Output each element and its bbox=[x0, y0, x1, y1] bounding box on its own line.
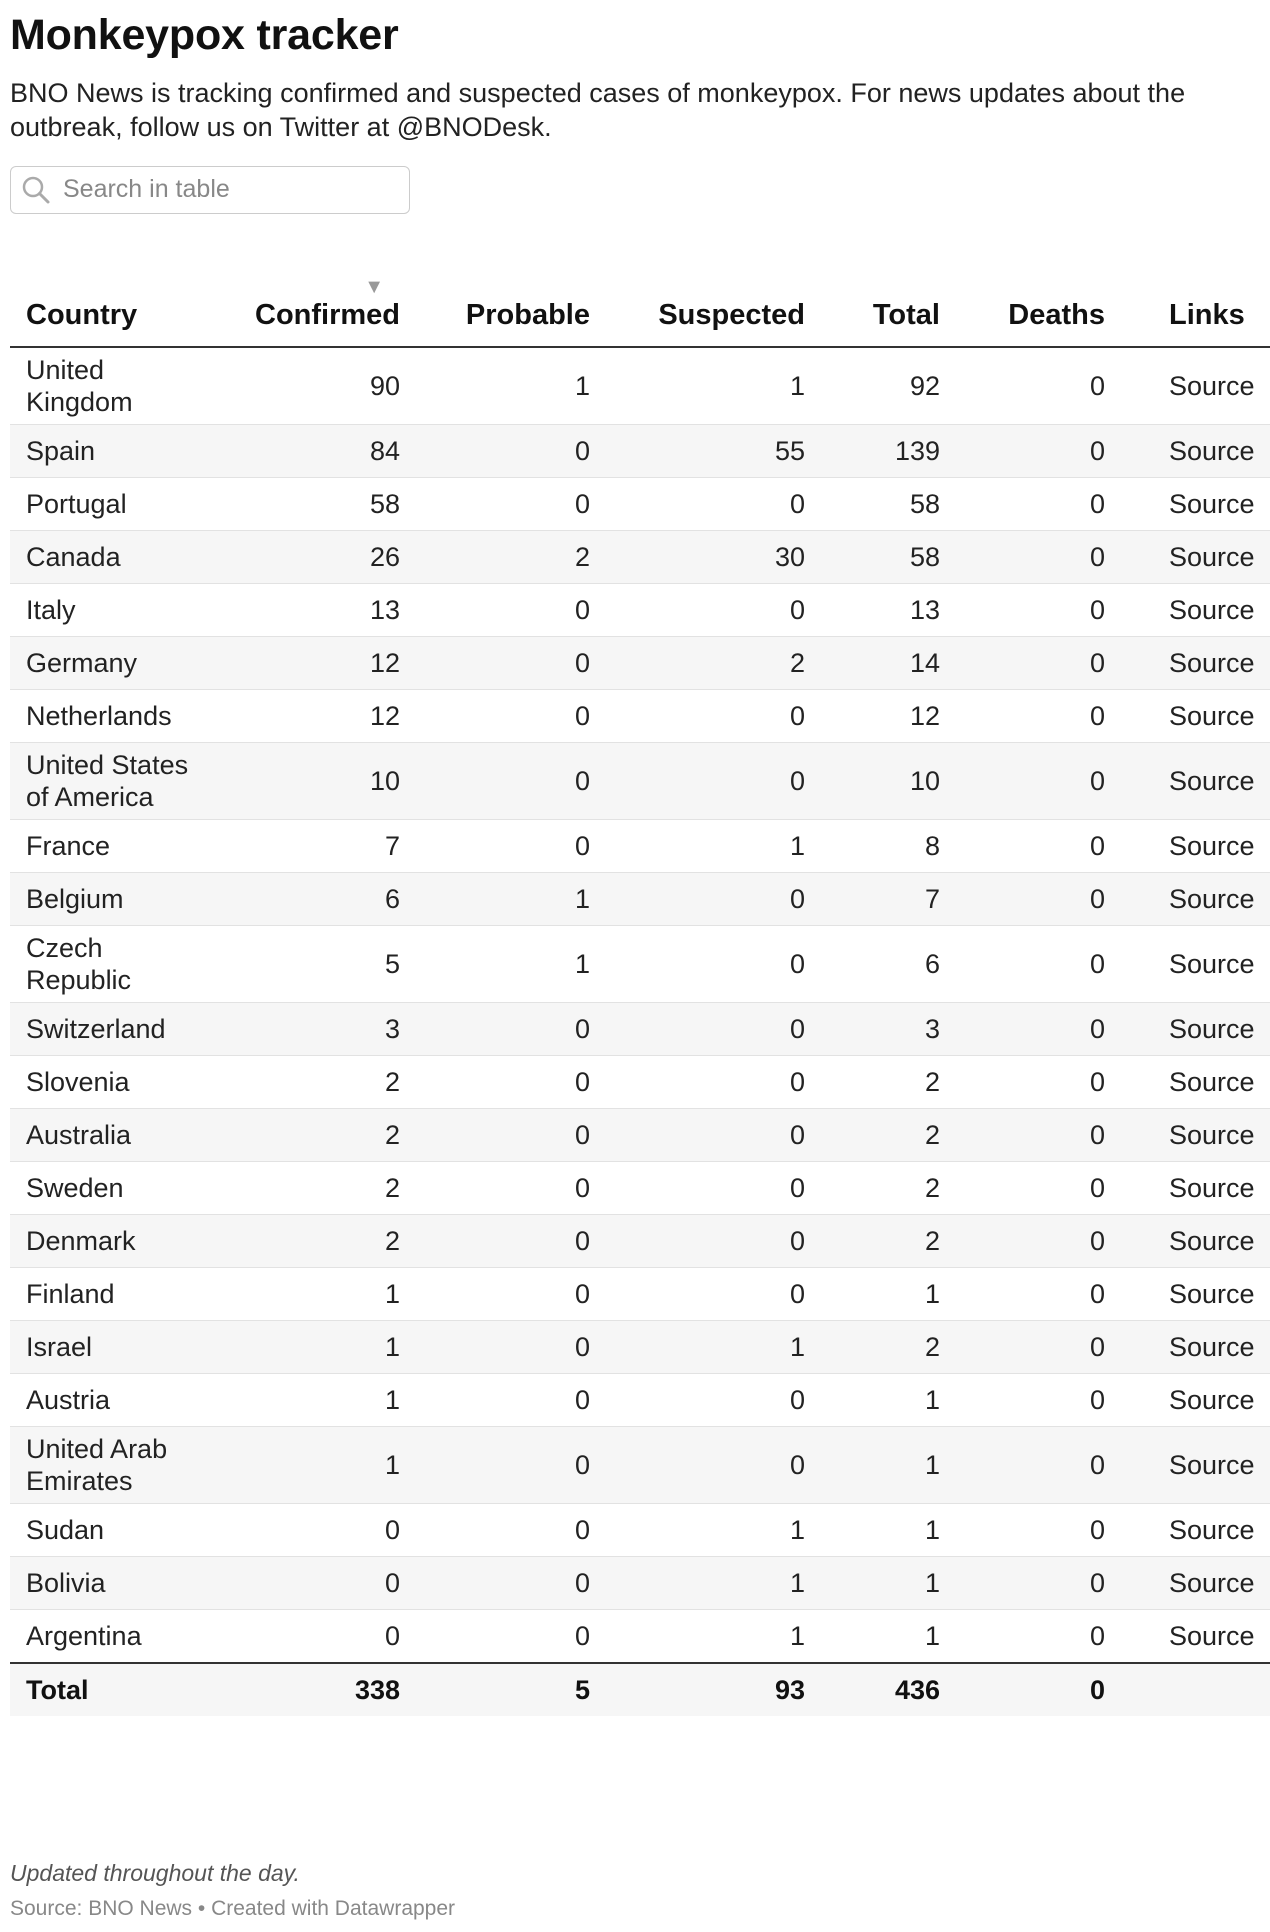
table-row bbox=[10, 584, 1270, 637]
cell-suspected: 0 bbox=[590, 690, 805, 743]
cell-deaths: 0 bbox=[940, 531, 1105, 584]
cell-country: Argentina bbox=[10, 1610, 190, 1664]
cell-probable: 0 bbox=[400, 1056, 590, 1109]
cell-source-link[interactable]: Source bbox=[1105, 1056, 1270, 1109]
column-header-links[interactable]: Links bbox=[1105, 280, 1270, 347]
cell-deaths: 0 bbox=[940, 743, 1105, 820]
cell-confirmed: 13 bbox=[190, 584, 400, 637]
cell-suspected: 30 bbox=[590, 531, 805, 584]
cell-country: United States of America bbox=[10, 743, 190, 820]
cell-source-link[interactable]: Source bbox=[1105, 1374, 1270, 1427]
table-row bbox=[10, 690, 1270, 743]
cell-total: 1 bbox=[805, 1557, 940, 1610]
cell-deaths: 0 bbox=[940, 478, 1105, 531]
column-header-label: Confirmed bbox=[255, 299, 400, 331]
cell-probable: 0 bbox=[400, 425, 590, 478]
cell-suspected: 0 bbox=[590, 926, 805, 1003]
cell-total: 2 bbox=[805, 1109, 940, 1162]
cell-confirmed: 1 bbox=[190, 1268, 400, 1321]
cell-country: Switzerland bbox=[10, 1003, 190, 1056]
table-row bbox=[10, 1215, 1270, 1268]
cell-source-link[interactable]: Source bbox=[1105, 584, 1270, 637]
cell-confirmed: 84 bbox=[190, 425, 400, 478]
cell-source-link[interactable]: Source bbox=[1105, 1215, 1270, 1268]
cell-total: 1 bbox=[805, 1504, 940, 1557]
cell-probable: 0 bbox=[400, 1504, 590, 1557]
cell-suspected: 1 bbox=[590, 1504, 805, 1557]
cell-suspected: 1 bbox=[590, 820, 805, 873]
cell-probable: 0 bbox=[400, 743, 590, 820]
search-input[interactable] bbox=[63, 167, 393, 212]
cell-deaths: 0 bbox=[940, 347, 1105, 425]
cell-suspected: 1 bbox=[590, 1557, 805, 1610]
cell-confirmed: 0 bbox=[190, 1504, 400, 1557]
cell-probable: 1 bbox=[400, 347, 590, 425]
cell-country: Czech Republic bbox=[10, 926, 190, 1003]
cell-probable: 0 bbox=[400, 637, 590, 690]
cell-country: United Kingdom bbox=[10, 347, 190, 425]
cell-suspected: 0 bbox=[590, 1374, 805, 1427]
cell-suspected: 0 bbox=[590, 1268, 805, 1321]
search-box[interactable] bbox=[10, 166, 410, 214]
column-header-confirmed[interactable] bbox=[190, 276, 400, 347]
cell-source-link[interactable]: Source bbox=[1105, 1003, 1270, 1056]
cell-probable: 0 bbox=[400, 690, 590, 743]
cell-deaths: 0 bbox=[940, 1374, 1105, 1427]
cell-deaths: 0 bbox=[940, 926, 1105, 1003]
data-table-container bbox=[10, 276, 1255, 1716]
column-header-country[interactable]: Country bbox=[10, 280, 190, 347]
cell-source-link[interactable]: Source bbox=[1105, 1162, 1270, 1215]
total-suspected: 93 bbox=[590, 1663, 805, 1716]
cell-deaths: 0 bbox=[940, 1504, 1105, 1557]
data-table bbox=[10, 276, 1270, 1716]
search-icon bbox=[21, 175, 51, 205]
total-deaths: 0 bbox=[940, 1663, 1105, 1716]
cell-confirmed: 2 bbox=[190, 1162, 400, 1215]
cell-country: Italy bbox=[10, 584, 190, 637]
table-row bbox=[10, 926, 1270, 1003]
cell-suspected: 1 bbox=[590, 1321, 805, 1374]
total-links-empty bbox=[1105, 1663, 1270, 1716]
cell-source-link[interactable]: Source bbox=[1105, 926, 1270, 1003]
cell-probable: 0 bbox=[400, 1374, 590, 1427]
cell-suspected: 0 bbox=[590, 743, 805, 820]
total-label: Total bbox=[10, 1663, 190, 1716]
cell-suspected: 0 bbox=[590, 1003, 805, 1056]
cell-country: Bolivia bbox=[10, 1557, 190, 1610]
cell-total: 12 bbox=[805, 690, 940, 743]
table-row bbox=[10, 820, 1270, 873]
total-row bbox=[10, 1663, 1270, 1716]
cell-confirmed: 2 bbox=[190, 1215, 400, 1268]
cell-country: Portugal bbox=[10, 478, 190, 531]
cell-deaths: 0 bbox=[940, 1268, 1105, 1321]
table-body bbox=[10, 347, 1270, 1716]
table-row bbox=[10, 425, 1270, 478]
cell-suspected: 0 bbox=[590, 1427, 805, 1504]
cell-suspected: 55 bbox=[590, 425, 805, 478]
cell-deaths: 0 bbox=[940, 820, 1105, 873]
total-probable: 5 bbox=[400, 1663, 590, 1716]
cell-deaths: 0 bbox=[940, 1162, 1105, 1215]
cell-source-link[interactable]: Source bbox=[1105, 637, 1270, 690]
table-row bbox=[10, 1374, 1270, 1427]
cell-source-link[interactable]: Source bbox=[1105, 1321, 1270, 1374]
cell-confirmed: 1 bbox=[190, 1321, 400, 1374]
cell-deaths: 0 bbox=[940, 1056, 1105, 1109]
cell-source-link[interactable]: Source bbox=[1105, 1504, 1270, 1557]
cell-deaths: 0 bbox=[940, 690, 1105, 743]
cell-total: 1 bbox=[805, 1268, 940, 1321]
cell-total: 10 bbox=[805, 743, 940, 820]
sort-descending-icon: ▼ bbox=[364, 276, 384, 298]
cell-suspected: 0 bbox=[590, 478, 805, 531]
cell-confirmed: 5 bbox=[190, 926, 400, 1003]
table-row bbox=[10, 1162, 1270, 1215]
cell-confirmed: 58 bbox=[190, 478, 400, 531]
table-row bbox=[10, 637, 1270, 690]
cell-confirmed: 12 bbox=[190, 690, 400, 743]
cell-deaths: 0 bbox=[940, 1427, 1105, 1504]
cell-probable: 1 bbox=[400, 873, 590, 926]
cell-probable: 0 bbox=[400, 1557, 590, 1610]
cell-confirmed: 90 bbox=[190, 347, 400, 425]
cell-source-link[interactable]: Source bbox=[1105, 478, 1270, 531]
table-row bbox=[10, 1321, 1270, 1374]
cell-source-link[interactable]: Source bbox=[1105, 425, 1270, 478]
cell-total: 58 bbox=[805, 478, 940, 531]
cell-source-link[interactable]: Source bbox=[1105, 1268, 1270, 1321]
footer-source: Source: BNO News • Created with Datawrapper bbox=[10, 1897, 456, 1920]
cell-deaths: 0 bbox=[940, 873, 1105, 926]
cell-country: Netherlands bbox=[10, 690, 190, 743]
cell-country: Germany bbox=[10, 637, 190, 690]
cell-confirmed: 3 bbox=[190, 1003, 400, 1056]
cell-confirmed: 0 bbox=[190, 1557, 400, 1610]
cell-suspected: 1 bbox=[590, 347, 805, 425]
cell-suspected: 1 bbox=[590, 1610, 805, 1664]
footer bbox=[10, 1860, 1200, 1921]
cell-country: Sweden bbox=[10, 1162, 190, 1215]
cell-total: 1 bbox=[805, 1427, 940, 1504]
cell-suspected: 0 bbox=[590, 1162, 805, 1215]
cell-source-link[interactable]: Source bbox=[1105, 873, 1270, 926]
cell-confirmed: 7 bbox=[190, 820, 400, 873]
cell-confirmed: 0 bbox=[190, 1610, 400, 1664]
page-title: Monkeypox tracker bbox=[10, 11, 399, 59]
cell-probable: 0 bbox=[400, 1321, 590, 1374]
cell-deaths: 0 bbox=[940, 1003, 1105, 1056]
cell-country: Austria bbox=[10, 1374, 190, 1427]
table-row bbox=[10, 1504, 1270, 1557]
cell-total: 92 bbox=[805, 347, 940, 425]
total-total: 436 bbox=[805, 1663, 940, 1716]
cell-confirmed: 26 bbox=[190, 531, 400, 584]
cell-deaths: 0 bbox=[940, 1610, 1105, 1664]
cell-total: 1 bbox=[805, 1374, 940, 1427]
cell-total: 14 bbox=[805, 637, 940, 690]
table-row bbox=[10, 347, 1270, 425]
cell-country: Israel bbox=[10, 1321, 190, 1374]
cell-country: Denmark bbox=[10, 1215, 190, 1268]
cell-deaths: 0 bbox=[940, 584, 1105, 637]
cell-probable: 0 bbox=[400, 584, 590, 637]
cell-total: 6 bbox=[805, 926, 940, 1003]
cell-source-link[interactable]: Source bbox=[1105, 1109, 1270, 1162]
table-row bbox=[10, 531, 1270, 584]
cell-country: Finland bbox=[10, 1268, 190, 1321]
cell-total: 2 bbox=[805, 1321, 940, 1374]
cell-total: 8 bbox=[805, 820, 940, 873]
cell-deaths: 0 bbox=[940, 1109, 1105, 1162]
cell-source-link[interactable]: Source bbox=[1105, 1427, 1270, 1504]
cell-source-link[interactable]: Source bbox=[1105, 690, 1270, 743]
table-row bbox=[10, 743, 1270, 820]
cell-probable: 0 bbox=[400, 820, 590, 873]
cell-probable: 0 bbox=[400, 1268, 590, 1321]
cell-probable: 0 bbox=[400, 1162, 590, 1215]
cell-deaths: 0 bbox=[940, 1557, 1105, 1610]
cell-country: Australia bbox=[10, 1109, 190, 1162]
cell-source-link[interactable]: Source bbox=[1105, 820, 1270, 873]
cell-source-link[interactable]: Source bbox=[1105, 1610, 1270, 1664]
cell-total: 58 bbox=[805, 531, 940, 584]
cell-confirmed: 6 bbox=[190, 873, 400, 926]
table-row bbox=[10, 1557, 1270, 1610]
cell-total: 13 bbox=[805, 584, 940, 637]
column-header-probable[interactable]: Probable bbox=[400, 280, 590, 347]
cell-probable: 0 bbox=[400, 1610, 590, 1664]
cell-total: 3 bbox=[805, 1003, 940, 1056]
cell-confirmed: 1 bbox=[190, 1374, 400, 1427]
cell-confirmed: 2 bbox=[190, 1109, 400, 1162]
cell-total: 1 bbox=[805, 1610, 940, 1664]
cell-total: 2 bbox=[805, 1162, 940, 1215]
cell-source-link[interactable]: Source bbox=[1105, 531, 1270, 584]
cell-confirmed: 10 bbox=[190, 743, 400, 820]
cell-country: Belgium bbox=[10, 873, 190, 926]
table-row bbox=[10, 1610, 1270, 1664]
cell-probable: 0 bbox=[400, 478, 590, 531]
cell-confirmed: 12 bbox=[190, 637, 400, 690]
cell-probable: 2 bbox=[400, 531, 590, 584]
cell-deaths: 0 bbox=[940, 1321, 1105, 1374]
cell-country: Spain bbox=[10, 425, 190, 478]
table-row bbox=[10, 1427, 1270, 1504]
page-description: BNO News is tracking confirmed and suspected cases of monkeypox. For news updates about the outbreak, follow us on Twitter at @BNODesk. bbox=[10, 78, 1186, 142]
cell-deaths: 0 bbox=[940, 425, 1105, 478]
cell-country: Canada bbox=[10, 531, 190, 584]
cell-total: 2 bbox=[805, 1215, 940, 1268]
table-row bbox=[10, 1268, 1270, 1321]
table-row bbox=[10, 873, 1270, 926]
cell-suspected: 0 bbox=[590, 1215, 805, 1268]
cell-source-link[interactable]: Source bbox=[1105, 1557, 1270, 1610]
cell-probable: 0 bbox=[400, 1003, 590, 1056]
cell-probable: 1 bbox=[400, 926, 590, 1003]
table-row bbox=[10, 1109, 1270, 1162]
total-confirmed: 338 bbox=[190, 1663, 400, 1716]
table-row bbox=[10, 478, 1270, 531]
cell-suspected: 0 bbox=[590, 1109, 805, 1162]
cell-source-link[interactable]: Source bbox=[1105, 347, 1270, 425]
cell-probable: 0 bbox=[400, 1427, 590, 1504]
cell-probable: 0 bbox=[400, 1109, 590, 1162]
cell-country: Slovenia bbox=[10, 1056, 190, 1109]
table-row bbox=[10, 1003, 1270, 1056]
cell-confirmed: 1 bbox=[190, 1427, 400, 1504]
table-row bbox=[10, 1056, 1270, 1109]
cell-suspected: 2 bbox=[590, 637, 805, 690]
cell-country: Sudan bbox=[10, 1504, 190, 1557]
cell-country: United Arab Emirates bbox=[10, 1427, 190, 1504]
column-header-suspected[interactable]: Suspected bbox=[590, 280, 805, 347]
column-header-total[interactable]: Total bbox=[805, 280, 940, 347]
cell-probable: 0 bbox=[400, 1215, 590, 1268]
cell-suspected: 0 bbox=[590, 1056, 805, 1109]
cell-source-link[interactable]: Source bbox=[1105, 743, 1270, 820]
cell-country: France bbox=[10, 820, 190, 873]
footer-notes: Updated throughout the day. bbox=[10, 1860, 300, 1886]
cell-suspected: 0 bbox=[590, 873, 805, 926]
column-header-deaths[interactable]: Deaths bbox=[940, 280, 1105, 347]
cell-deaths: 0 bbox=[940, 1215, 1105, 1268]
cell-total: 139 bbox=[805, 425, 940, 478]
cell-total: 2 bbox=[805, 1056, 940, 1109]
cell-suspected: 0 bbox=[590, 584, 805, 637]
cell-total: 7 bbox=[805, 873, 940, 926]
table-header-row bbox=[10, 280, 1270, 347]
cell-deaths: 0 bbox=[940, 637, 1105, 690]
cell-confirmed: 2 bbox=[190, 1056, 400, 1109]
